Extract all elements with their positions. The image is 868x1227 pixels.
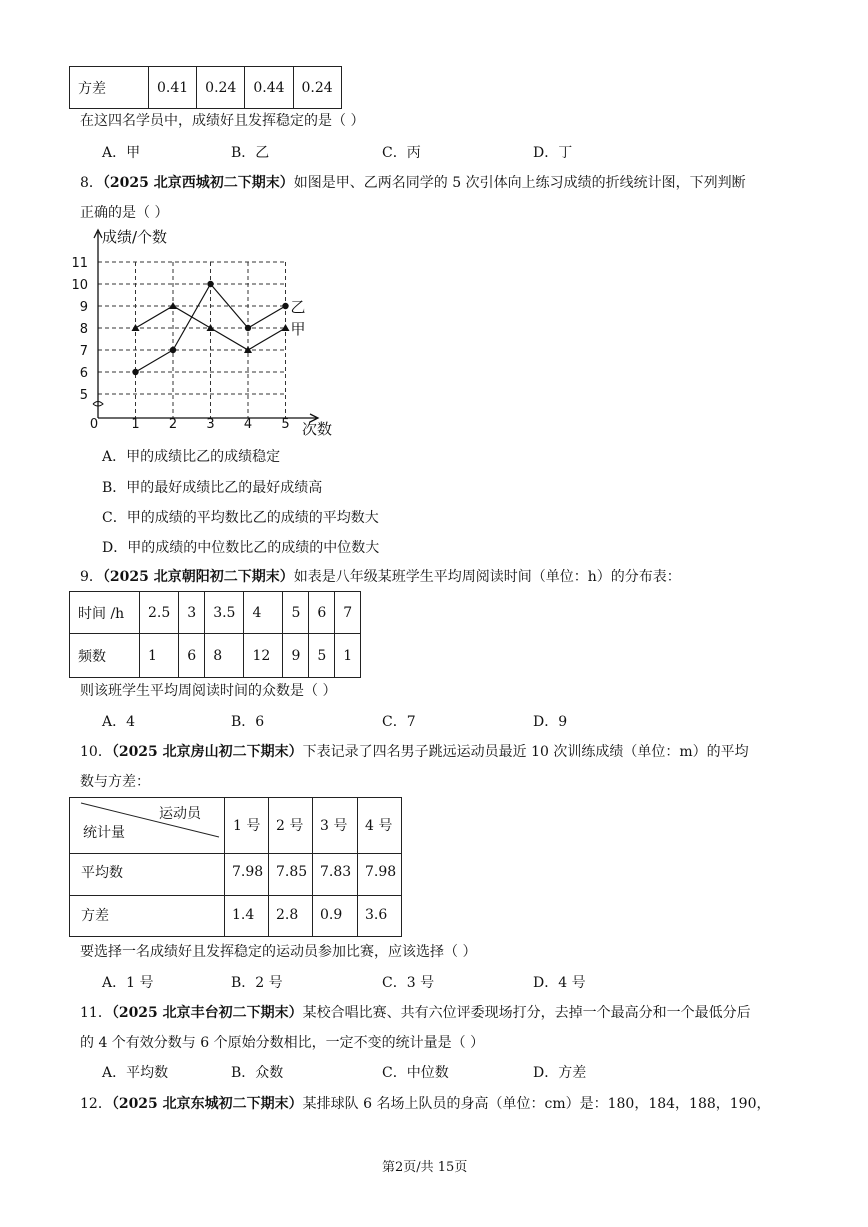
q7-question: 在这四名学员中，成绩好且发挥稳定的是（ ） (80, 113, 365, 129)
q9-text: 如表是八年级某班学生平均周阅读时间（单位：h）的分布表： (293, 569, 681, 585)
q10-option-d: D．4 号 (533, 975, 586, 991)
cell: 7.85 (276, 864, 308, 880)
series-label: 乙 (290, 298, 306, 316)
table-cell: 0.24 (197, 67, 245, 109)
header-2: 2 号 (276, 818, 304, 834)
q8-option-d: D．甲的成绩的中位数比乙的成绩的中位数大 (102, 540, 380, 556)
q9-option-b: B．6 (231, 714, 265, 730)
table-cell: 12 (244, 634, 283, 678)
table-row (70, 67, 342, 109)
q11-line2: 的 4 个有效分数与 6 个原始分数相比，一定不变的统计量是（ ） (80, 1035, 485, 1051)
table-row (70, 634, 361, 678)
cell: 7.98 (232, 864, 264, 880)
table-cell: 6 (309, 592, 335, 634)
q10-number: 10． (80, 744, 112, 760)
q11-option-d: D．方差 (533, 1065, 587, 1081)
y-tick-label: 6 (79, 366, 88, 381)
y-tick-label: 9 (79, 300, 88, 315)
cell: 7.83 (320, 864, 352, 880)
q9-source: （2025 北京朝阳初二下期末） (102, 569, 294, 585)
data-point-circle (282, 303, 288, 309)
q8-option-b: B．甲的最好成绩比乙的最好成绩高 (102, 480, 323, 496)
x-tick-label: 5 (281, 417, 290, 432)
table-cell: 8 (205, 634, 244, 678)
table-cell: 6 (179, 634, 205, 678)
x-tick-label: 3 (206, 417, 215, 432)
y-tick-label: 7 (79, 344, 88, 359)
q10-line2: 数与方差： (80, 774, 150, 790)
q11-option-c: C．中位数 (382, 1065, 449, 1081)
q9-question: 则该班学生平均周阅读时间的众数是（ ） (80, 683, 337, 699)
cell: 3.6 (365, 907, 388, 923)
corner-bottom-label: 统计量 (83, 825, 125, 841)
q8-number: 8． (80, 175, 103, 191)
q12-line1 (80, 1093, 770, 1113)
series-label: 甲 (290, 320, 306, 338)
table-cell: 2.5 (140, 592, 179, 634)
q8-option-c: C．甲的成绩的平均数比乙的成绩的平均数大 (102, 510, 379, 526)
q9-number: 9． (80, 569, 103, 585)
q9-line (80, 566, 681, 586)
cell: 7.98 (365, 864, 397, 880)
row-label-variance: 方差 (81, 908, 109, 924)
q7-option-c: C．丙 (382, 145, 421, 161)
q9-option-d: D．9 (533, 714, 568, 730)
q12-number: 12． (80, 1096, 112, 1112)
header-3: 3 号 (320, 818, 348, 834)
header-4: 4 号 (365, 818, 393, 834)
data-point-circle (245, 325, 251, 331)
q11-option-b: B．众数 (231, 1065, 284, 1081)
q10-line1 (80, 741, 749, 761)
corner-top-label: 运动员 (159, 806, 201, 822)
q9-option-a: A．4 (102, 714, 136, 730)
q9-option-c: C．7 (382, 714, 416, 730)
q10-source: （2025 北京房山初二下期末） (111, 744, 303, 760)
q12-text: 某排球队 6 名场上队员的身高（单位：cm）是：180，184，188，190， (302, 1096, 771, 1112)
cell: 2.8 (276, 907, 299, 923)
x-axis-label: 次数 (302, 420, 333, 438)
q11-number: 11． (80, 1005, 112, 1021)
q7-option-d: D．丁 (533, 145, 573, 161)
x-tick-label: 2 (168, 417, 178, 432)
table-cell: 方差 (70, 67, 149, 109)
table-cell: 1 (335, 634, 361, 678)
x-tick-label: 4 (243, 417, 253, 432)
reading-time-table (69, 591, 361, 678)
header-1: 1 号 (233, 818, 261, 834)
q10-option-c: C．3 号 (382, 975, 435, 991)
page-footer: 第2页/共 15页 (382, 1160, 468, 1175)
line-chart (71, 222, 340, 438)
q10-option-a: A．1 号 (102, 975, 154, 991)
table-cell: 3.5 (205, 592, 244, 634)
q7-option-b: B．乙 (231, 145, 270, 161)
q12-source: （2025 北京东城初二下期末） (111, 1096, 303, 1112)
q8-text: 如图是甲、乙两名同学的 5 次引体向上练习成绩的折线统计图，下列判断 (293, 175, 746, 191)
origin-label: 0 (89, 417, 99, 432)
data-point-triangle (132, 324, 140, 331)
q8-line1 (80, 172, 746, 192)
table-row (70, 592, 361, 634)
data-point-circle (207, 281, 213, 287)
table-cell: 5 (283, 592, 309, 634)
table-cell: 0.24 (293, 67, 341, 109)
q11-line1 (80, 1002, 751, 1022)
athlete-table (69, 797, 402, 937)
q8-line2: 正确的是（ ） (80, 205, 169, 221)
table-cell: 0.44 (245, 67, 293, 109)
table-cell: 4 (244, 592, 283, 634)
table-cell: 5 (309, 634, 335, 678)
cell: 1.4 (232, 907, 255, 923)
x-tick-label: 1 (131, 417, 140, 432)
y-tick-label: 5 (79, 388, 88, 403)
q10-option-b: B．2 号 (231, 975, 283, 991)
row-label-mean: 平均数 (81, 865, 123, 881)
table-cell: 时间 /h (70, 592, 140, 634)
data-point-circle (170, 347, 176, 353)
q8-option-a: A．甲的成绩比乙的成绩稳定 (102, 449, 281, 465)
y-tick-label: 8 (79, 322, 88, 337)
q7-option-a: A．甲 (102, 145, 141, 161)
q11-option-a: A．平均数 (102, 1065, 169, 1081)
table-cell: 1 (140, 634, 179, 678)
y-axis-label: 成绩/个数 (102, 228, 168, 246)
y-tick-label: 11 (71, 256, 88, 271)
data-point-circle (132, 369, 138, 375)
y-tick-label: 10 (71, 278, 88, 293)
table-cell: 0.41 (149, 67, 197, 109)
q10-text: 下表记录了四名男子跳远运动员最近 10 次训练成绩（单位：m）的平均 (302, 744, 749, 760)
q11-text: 某校合唱比赛、共有六位评委现场打分，去掉一个最高分和一个最低分后 (302, 1005, 751, 1021)
q10-question: 要选择一名成绩好且发挥稳定的运动员参加比赛，应该选择（ ） (80, 944, 477, 960)
table-cell: 频数 (70, 634, 140, 678)
table-cell: 7 (335, 592, 361, 634)
q8-source: （2025 北京西城初二下期末） (102, 175, 294, 191)
cell: 0.9 (320, 907, 343, 923)
table-cell: 9 (283, 634, 309, 678)
variance-table (69, 66, 342, 109)
q11-source: （2025 北京丰台初二下期末） (111, 1005, 303, 1021)
table-cell: 3 (179, 592, 205, 634)
